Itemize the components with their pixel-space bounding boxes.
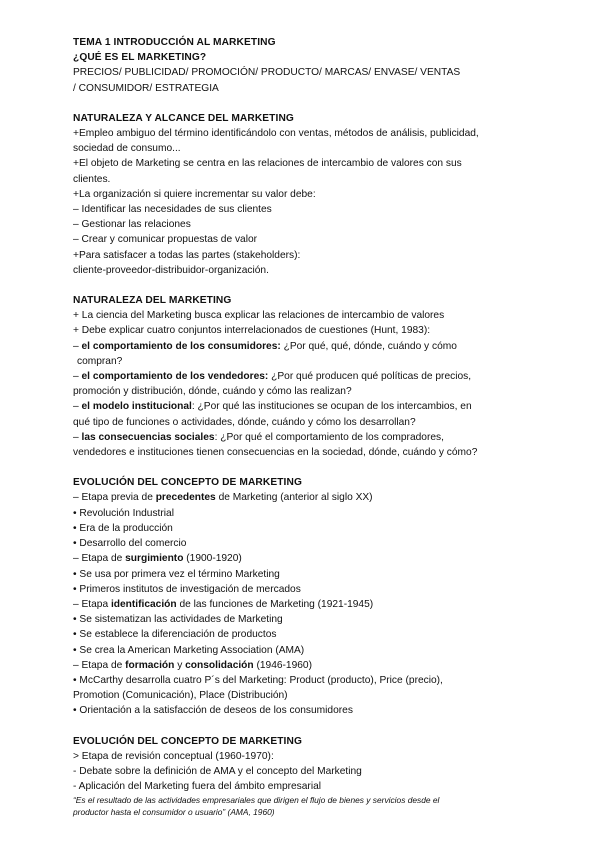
text-line: +Empleo ambiguo del término identificándolo con ventas, métodos de análisis, publicidad, [73,128,479,140]
text-line: vendedores e instituciones tienen consecuencias en la sociedad, dónde, cuándo y cómo? [73,447,478,459]
text-line: clientes. [73,173,111,185]
list-item: – el comportamiento de los consumidores: ¿Por qué, qué, dónde, cuándo y cómo [73,340,457,352]
text-line: – Identificar las necesidades de sus clientes [73,204,272,216]
text-line: - Debate sobre la definición de AMA y el concepto del Marketing [73,765,362,777]
stage-line: – Etapa de formación y consolidación (1946-1960) [73,659,312,671]
quote-line: “Es el resultado de las actividades empresariales que dirigen el flujo de bienes y servicios desde el [73,795,440,806]
stage-line: – Etapa identificación de las funciones de Marketing (1921-1945) [73,598,374,610]
section-heading: EVOLUCIÓN DEL CONCEPTO DE MARKETING [73,735,302,747]
bullet-item: • Se establece la diferenciación de productos [73,629,277,641]
section-heading: EVOLUCIÓN DEL CONCEPTO DE MARKETING [73,477,302,489]
bullet-item: • Desarrollo del comercio [73,538,187,550]
text-line: + La ciencia del Marketing busca explicar las relaciones de intercambio de valores [73,310,445,322]
bullet-item: • Se crea la American Marketing Association (AMA) [73,644,305,656]
text-line: qué tipo de funciones o actividades, dónde, cuándo y cómo los desarrollan? [73,416,416,428]
text-line: compran? [77,355,123,367]
page-title: TEMA 1 INTRODUCCIÓN AL MARKETING [73,37,276,48]
section-heading: NATURALEZA Y ALCANCE DEL MARKETING [73,112,294,124]
text-line: sociedad de consumo... [73,143,181,155]
keywords-line: PRECIOS/ PUBLICIDAD/ PROMOCIÓN/ PRODUCTO/ MARCAS/ ENVASE/ VENTAS [73,67,461,79]
text-line: cliente-proveedor-distribuidor-organización. [73,264,269,276]
text-line: +Para satisfacer a todas las partes (stakeholders): [73,249,301,261]
text-line: > Etapa de revisión conceptual (1960-1970): [73,750,274,762]
list-item: – el comportamiento de los vendedores: ¿Por qué producen qué políticas de precios, [73,371,472,383]
bullet-item: • Se sistematizan las actividades de Marketing [73,614,283,626]
text-line: +La organización si quiere incrementar su valor debe: [73,188,316,200]
section-heading: NATURALEZA DEL MARKETING [73,295,232,307]
stage-line: – Etapa previa de precedentes de Marketing (anterior al siglo XX) [73,492,373,504]
text-line: +El objeto de Marketing se centra en las relaciones de intercambio de valores con sus [73,158,462,170]
bullet-item: • Revolución Industrial [73,507,174,519]
keywords-line: / CONSUMIDOR/ ESTRATEGIA [73,82,219,94]
stage-line: – Etapa de surgimiento (1900-1920) [73,553,242,565]
list-item: – las consecuencias sociales: ¿Por qué el comportamiento de los compradores, [73,431,444,443]
bullet-item: • Primeros institutos de investigación de mercados [73,583,301,595]
bullet-item: • Orientación a la satisfacción de deseos de los consumidores [73,705,353,717]
document-content [73,35,573,818]
text-line: - Aplicación del Marketing fuera del ámbito empresarial [73,781,322,793]
text-line: + Debe explicar cuatro conjuntos interrelacionados de cuestiones (Hunt, 1983): [73,325,431,337]
text-line: – Crear y comunicar propuestas de valor [73,234,258,246]
list-item: – el modelo institucional: ¿Por qué las instituciones se ocupan de los intercambios, en [73,401,472,413]
quote-line: productor hasta el consumidor o usuario” (AMA, 1960) [73,807,275,818]
text-line: Promotion (Comunicación), Place (Distribución) [73,690,288,702]
question-heading: ¿QUÉ ES EL MARKETING? [73,52,207,64]
bullet-item: • McCarthy desarrolla cuatro P´s del Marketing: Product (producto), Price (precio), [73,674,443,686]
text-line: – Gestionar las relaciones [73,219,191,231]
text-line: promoción y distribución, dónde, cuándo y cómo las realizan? [73,386,352,398]
bullet-item: • Se usa por primera vez el término Marketing [73,568,280,580]
bullet-item: • Era de la producción [73,522,173,534]
